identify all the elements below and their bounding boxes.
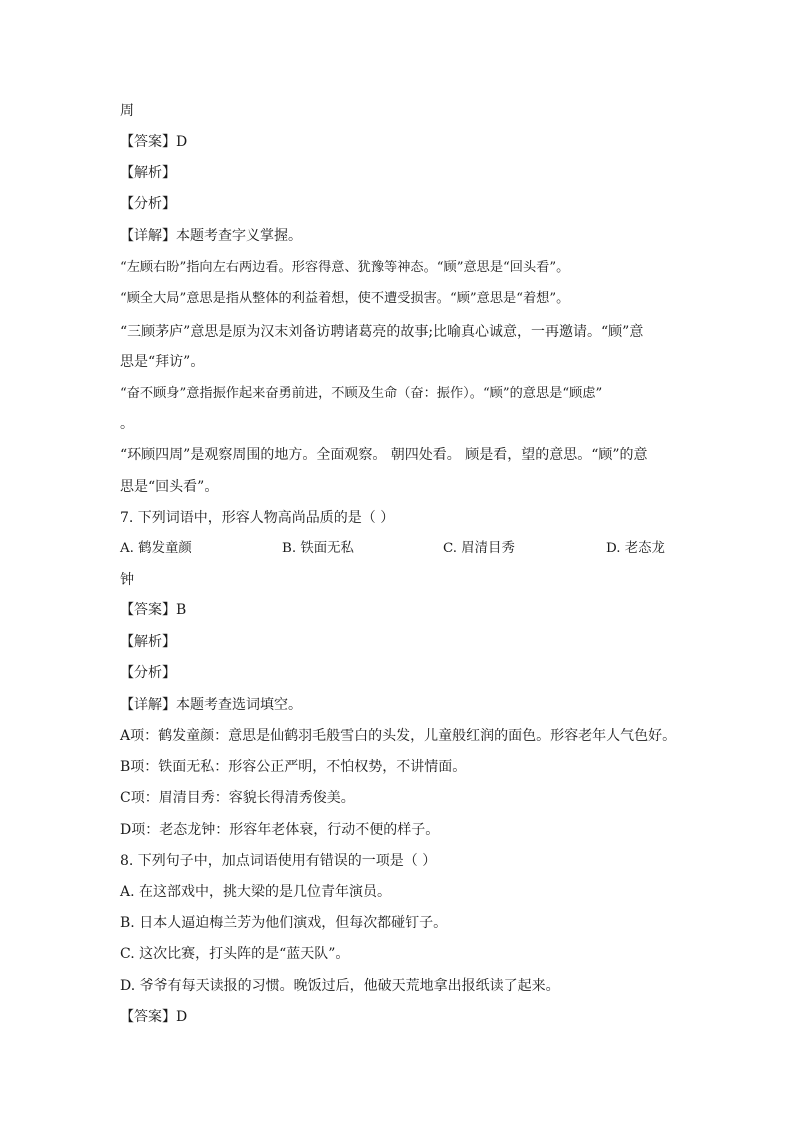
explanation-line: B项：铁面无私：形容公正严明，不怕权势，不讲情面。 <box>120 759 467 775</box>
analysis-heading: 【解析】 <box>120 165 176 181</box>
explanation-line: D项：老态龙钟：形容年老体衰，行动不便的样子。 <box>120 822 440 838</box>
question-8-stem: 8. 下列句子中，加点词语使用有错误的一项是（ ） <box>120 853 437 869</box>
explanation-line: 思是“回头看”。 <box>120 479 219 495</box>
answer-label: 【答案】D <box>120 134 188 150</box>
explanation-line: “奋不顾身”意指振作起来奋勇前进，不顾及生命（奋：振作）。“顾”的意思是“顾虑” <box>120 386 603 401</box>
option-b: B. 铁面无私 <box>282 541 354 556</box>
question-8-option-d: D. 爷爷有每天读报的习惯。晚饭过后，他破天荒地拿出报纸读了起来。 <box>120 978 560 994</box>
explanation-line: A项：鹤发童颜：意思是仙鹤羽毛般雪白的头发，儿童般红润的面色。形容老年人气色好。 <box>120 728 677 744</box>
answer-label: 【答案】D <box>120 1009 188 1025</box>
explanation-line: “左顾右盼”指向左右两边看。形容得意、犹豫等神态。“顾”意思是“回头看”。 <box>120 260 570 275</box>
option-continuation: 钟 <box>120 572 134 588</box>
question-8-option-b: B. 日本人逼迫梅兰芳为他们演戏，但每次都碰钉子。 <box>120 915 448 931</box>
option-c: C. 眉清目秀 <box>443 541 515 556</box>
option-d: D. 老态龙 <box>606 541 665 556</box>
explanation-line: “顾全大局”意思是指从整体的利益着想，使不遭受损害。“顾”意思是“着想”。 <box>120 291 570 306</box>
explanation-line: 。 <box>120 416 134 432</box>
option-a: A. 鹤发童颜 <box>120 541 192 556</box>
explanation-line: 思是“拜访”。 <box>120 354 205 370</box>
analysis-heading: 【解析】 <box>120 634 176 650</box>
question-7-stem: 7. 下列词语中，形容人物高尚品质的是（ ） <box>120 510 395 526</box>
explanation-line: “三顾茅庐”意思是原为汉末刘备访聘诸葛亮的故事;比喻真心诚意，一再邀请。“顾”意 <box>120 324 644 340</box>
explanation-line: 【详解】本题考查字义掌握。 <box>120 228 302 244</box>
answer-label: 【答案】B <box>120 602 187 618</box>
analysis-subheading: 【分析】 <box>120 665 176 681</box>
question-7-options <box>120 539 680 559</box>
question-8-option-c: C. 这次比赛，打头阵的是“蓝天队”。 <box>120 946 350 962</box>
question-8-option-a: A. 在这部戏中，挑大梁的是几位青年演员。 <box>120 884 392 900</box>
explanation-line: 【详解】本题考查选词填空。 <box>120 697 302 713</box>
text-line: 周 <box>120 103 134 119</box>
explanation-line: C项：眉清目秀：容貌长得清秀俊美。 <box>120 790 355 806</box>
analysis-subheading: 【分析】 <box>120 196 176 212</box>
explanation-line: “环顾四周”是观察周围的地方。全面观察。 朝四处看。 顾是看，望的意思。“顾”的意 <box>120 447 648 463</box>
